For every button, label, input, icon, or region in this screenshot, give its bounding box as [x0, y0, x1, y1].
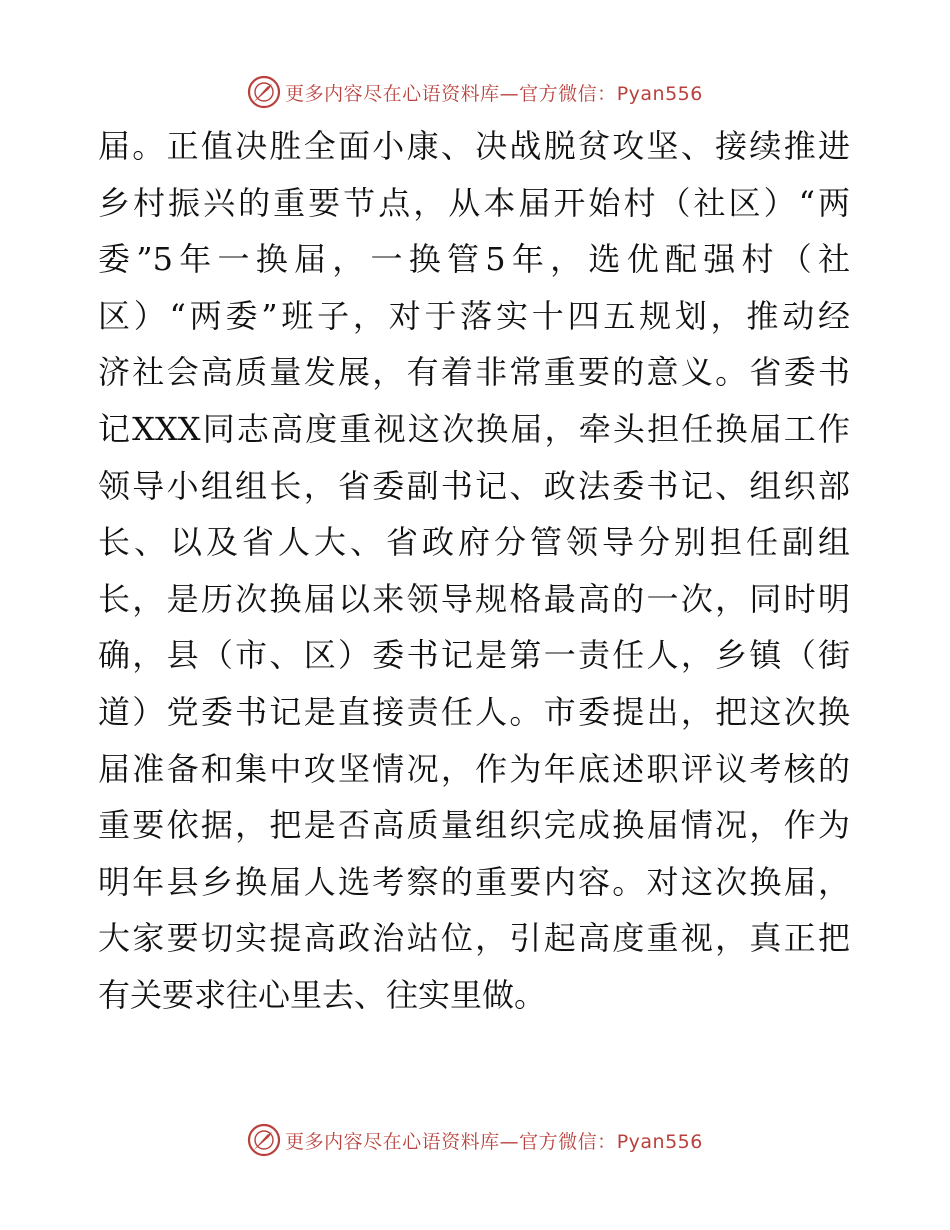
watermark-contact-id: Pyan556	[616, 82, 703, 105]
watermark-separator: —	[499, 1130, 520, 1153]
watermark-text: 更多内容尽在心语资料库	[285, 1130, 500, 1153]
body-line: 有关要求往心里去、往实里做。	[98, 975, 547, 1014]
body-line: 委”5年一换届，一换管5年，选优配强村（社	[98, 240, 850, 279]
watermark-contact-label: 官方微信：	[519, 82, 617, 105]
body-line: 道）党委书记是直接责任人。市委提出，把这次换	[98, 692, 850, 731]
pen-logo-icon	[247, 1123, 281, 1157]
pen-logo-icon	[247, 75, 281, 109]
body-line: 乡村振兴的重要节点，从本届开始村（社区）“两	[98, 183, 850, 222]
document-body	[98, 118, 850, 1024]
footer-watermark	[0, 1120, 950, 1160]
watermark-contact-label: 官方微信：	[519, 1130, 617, 1153]
body-line: 届。正值决胜全面小康、决战脱贫攻坚、接续推进	[98, 127, 850, 165]
header-watermark	[0, 72, 950, 112]
body-line: 区）“两委”班子，对于落实十四五规划，推动经	[98, 296, 850, 335]
body-line: 领导小组组长，省委副书记、政法委书记、组织部	[98, 466, 850, 505]
body-line: 长、以及省人大、省政府分管领导分别担任副组	[98, 523, 850, 562]
body-line: 长，是历次换届以来领导规格最高的一次，同时明	[98, 579, 850, 618]
body-line: 届准备和集中攻坚情况，作为年底述职评议考核的	[98, 749, 850, 788]
body-line: 济社会高质量发展，有着非常重要的意义。省委书	[98, 353, 850, 392]
watermark-separator: —	[499, 82, 520, 105]
watermark-contact-id: Pyan556	[616, 1130, 703, 1153]
body-line: 大家要切实提高政治站位，引起高度重视，真正把	[98, 919, 850, 958]
body-line: 确，县（市、区）委书记是第一责任人，乡镇（街	[98, 636, 850, 675]
body-line: 记XXX同志高度重视这次换届，牵头担任换届工作	[98, 409, 850, 448]
body-line: 明年县乡换届人选考察的重要内容。对这次换届，	[98, 862, 850, 901]
body-line: 重要依据，把是否高质量组织完成换届情况，作为	[98, 806, 850, 845]
watermark-text: 更多内容尽在心语资料库	[285, 82, 500, 105]
